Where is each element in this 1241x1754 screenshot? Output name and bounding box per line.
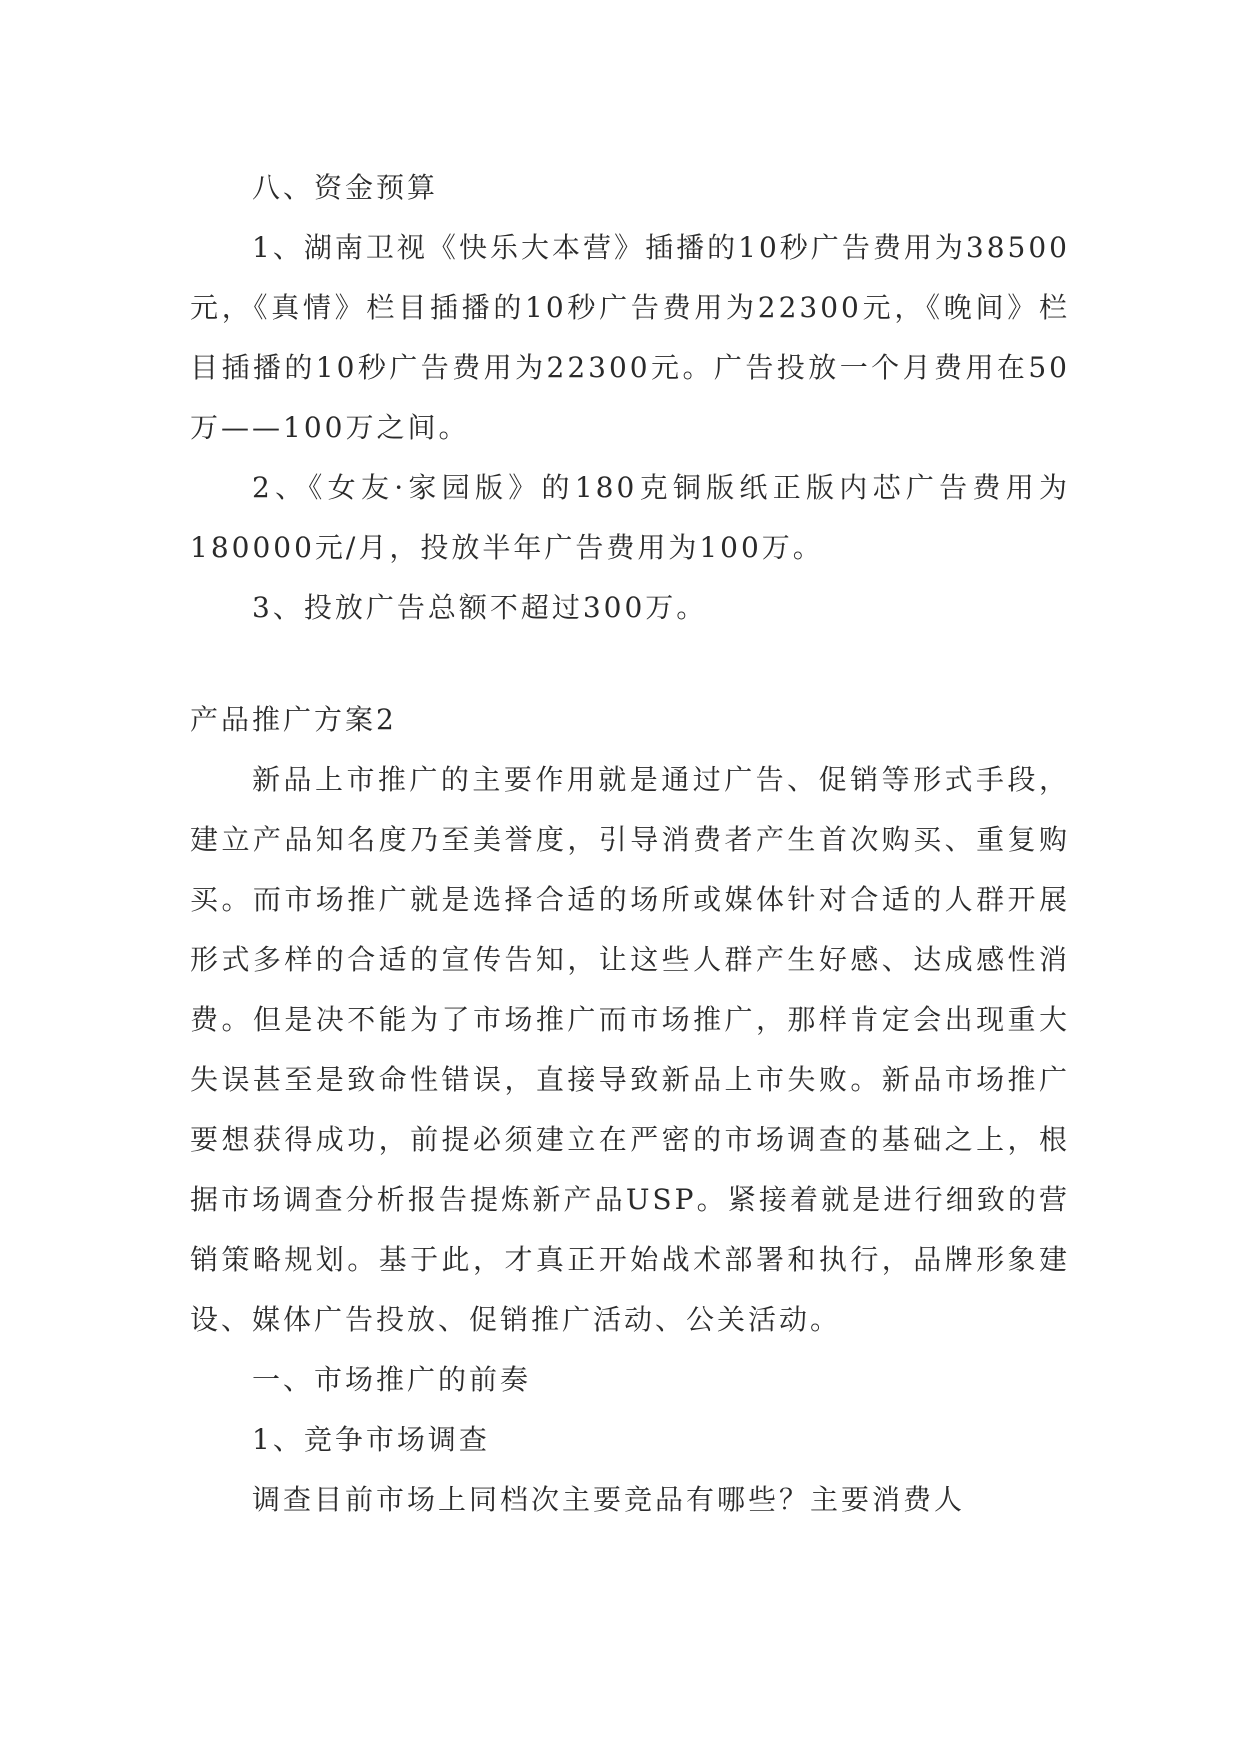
budget-item-3: 3、投放广告总额不超过300万。 (252, 591, 708, 624)
item-competitive-research-text: 调查目前市场上同档次主要竞品有哪些？主要消费人 (252, 1483, 966, 1516)
section-title-plan-2: 产品推广方案2 (190, 703, 397, 736)
budget-item-1: 1、湖南卫视《快乐大本营》插播的10秒广告费用为38500元，《真情》栏目插播的10秒广告费用为22300元，《晚间》栏目插播的10秒广告费用为22300元。广告投放一个月费用在50万——100万之间。 (190, 231, 1070, 444)
item-competitive-research-title: 1、竞争市场调查 (252, 1423, 490, 1456)
budget-item-2: 2、《女友·家园版》的180克铜版纸正版内芯广告费用为180000元/月，投放半年广告费用为100万。 (190, 471, 1070, 564)
intro-paragraph: 新品上市推广的主要作用就是通过广告、促销等形式手段，建立产品知名度乃至美誉度，引导消费者产生首次购买、重复购买。而市场推广就是选择合适的场所或媒体针对合适的人群开展形式多样的合适的宣传告知，让这些人群产生好感、达成感性消费。但是决不能为了市场推广而市场推广，那样肯定会出现重大失误甚至是致命性错误，直接导致新品上市失败。新品市场推广要想获得成功，前提必须建立在严密的市场调查的基础之上，根据市场调查分析报告提炼新产品USP。紧接着就是进行细致的营销策略规划。基于此，才真正开始战术部署和执行，品牌形象建设、媒体广告投放、促销推广活动、公关活动。 (190, 763, 1070, 1336)
document-body (190, 158, 1070, 1530)
section-heading-budget: 八、资金预算 (252, 171, 439, 204)
subheading-market-prelude: 一、市场推广的前奏 (252, 1363, 532, 1396)
